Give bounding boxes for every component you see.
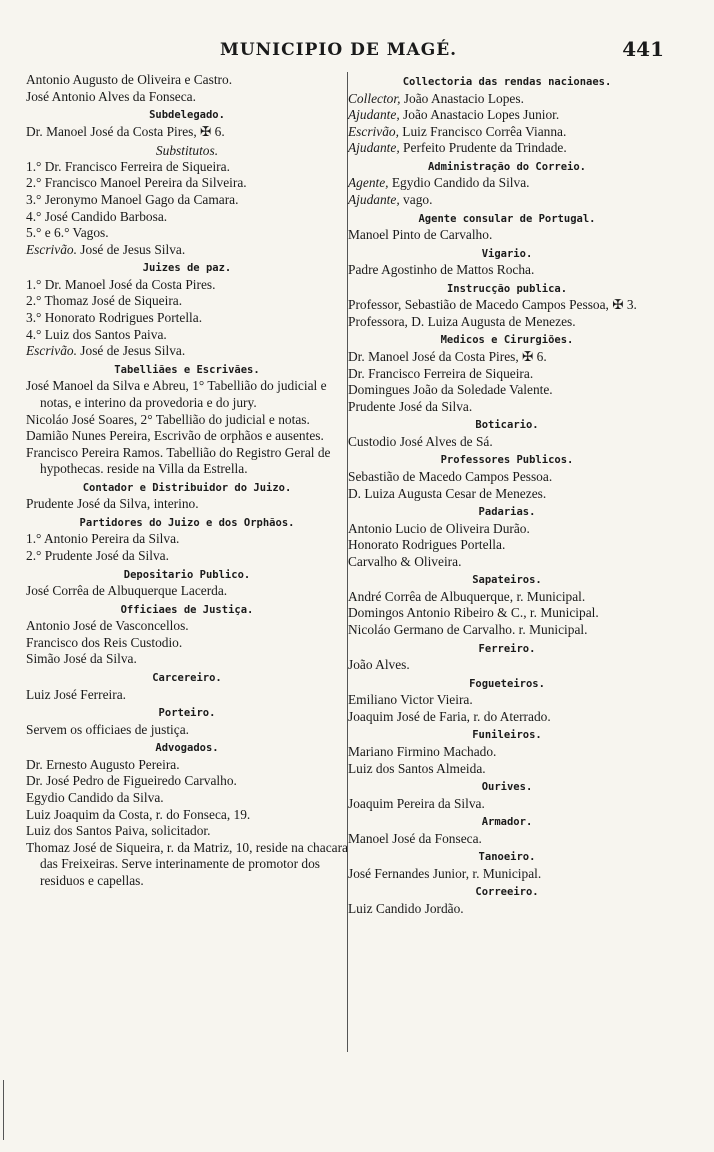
section-heading: Subdelegado. (149, 109, 225, 122)
directory-entry: Manoel Pinto de Carvalho. (348, 227, 493, 243)
directory-entry (348, 175, 666, 192)
directory-entry: Professora, D. Luiza Augusta de Menezes. (348, 313, 576, 329)
directory-entry: José Antonio Alves da Fonseca. (26, 88, 196, 104)
directory-entry: Honorato Rodrigues Portella. (348, 537, 506, 553)
role-label: Ajudante, (348, 191, 400, 207)
directory-entry: 1.° Dr. Manoel José da Costa Pires. (26, 276, 216, 292)
directory-entry: Egydio Candido da Silva. (26, 789, 164, 805)
section-heading: Ourives. (481, 781, 533, 794)
directory-entry (348, 107, 666, 124)
directory-entry (348, 140, 666, 157)
directory-entry: José Corrêa de Albuquerque Lacerda. (26, 583, 228, 599)
directory-entry: 4.° José Candido Barbosa. (26, 208, 168, 224)
role-label: Ajudante, (348, 107, 400, 123)
directory-entry: André Corrêa de Albuquerque, r. Municipal. (348, 588, 586, 604)
role-label: Escrivão. (26, 241, 77, 257)
page-number: 441 (622, 37, 664, 61)
role-label: Ajudante, (348, 140, 400, 156)
directory-entry: Prudente José da Silva, interino. (26, 496, 199, 512)
margin-line (3, 1080, 4, 1140)
directory-entry: João Alves. (348, 657, 410, 673)
directory-entry: Francisco dos Reis Custodio. (26, 634, 183, 650)
directory-entry: Sebastião de Macedo Campos Pessoa. (348, 468, 553, 484)
directory-entry: Domingues João da Soledade Valente. (348, 382, 553, 398)
section-heading: Tanoeiro. (478, 851, 536, 864)
entry-name: vago. (399, 191, 433, 207)
entry-name: João Anastacio Lopes Junior. (399, 107, 560, 123)
section-heading: Contador e Distribuidor do Juizo. (82, 481, 292, 494)
directory-entry: Prudente José da Silva. (348, 398, 473, 414)
directory-entry: Damião Nunes Pereira, Escrivão de orphãos e ausentes. (26, 428, 324, 444)
section-heading: Carcereiro. (152, 672, 222, 685)
section-heading: Agente consular de Portugal. (418, 212, 596, 225)
page-header (0, 37, 714, 66)
left-column (26, 72, 348, 889)
section-heading: Armador. (481, 816, 533, 829)
section-heading: Depositario Publico. (123, 568, 251, 581)
section-heading: Sapateiros. (472, 574, 542, 587)
section-heading: Professores Publicos. (440, 454, 574, 467)
section-heading: Instrucção publica. (446, 282, 568, 295)
directory-entry: Luiz José Ferreira. (26, 686, 127, 702)
directory-entry: Simão José da Silva. (26, 651, 137, 667)
directory-entry: Carvalho & Oliveira. (348, 553, 462, 569)
directory-entry: 4.° Luiz dos Santos Paiva. (26, 326, 167, 342)
directory-entry: Joaquim Pereira da Silva. (348, 795, 485, 811)
directory-entry: Francisco Pereira Ramos. Tabellião do Registro Geral de hypothecas. reside na Villa da Estrella. (26, 444, 331, 477)
directory-entry: Luiz dos Santos Almeida. (348, 760, 486, 776)
directory-entry: Custodio José Alves de Sá. (348, 433, 493, 449)
directory-entry: Dr. José Pedro de Figueiredo Carvalho. (26, 773, 237, 789)
directory-entry: Antonio Lucio de Oliveira Durão. (348, 520, 530, 536)
directory-entry (26, 242, 348, 259)
entry-name: José de Jesus Silva. (76, 343, 186, 359)
directory-entry: Dr. Manoel José da Costa Pires, ✠ 6. (26, 123, 225, 139)
directory-entry: Nicoláo José Soares, 2° Tabellião do judicial e notas. (26, 411, 310, 427)
section-heading: Padarias. (478, 506, 536, 519)
section-heading: Substitutos. (155, 143, 219, 159)
section-heading: Porteiro. (158, 707, 216, 720)
directory-entry: Professor, Sebastião de Macedo Campos Pessoa, ✠ 3. (348, 297, 637, 313)
directory-entry: Nicoláo Germano de Carvalho. r. Municipal. (348, 622, 588, 638)
directory-entry: Domingos Antonio Ribeiro & C., r. Municipal. (348, 605, 599, 621)
directory-entry: 2.° Prudente José da Silva. (26, 548, 169, 564)
section-heading: Juizes de paz. (142, 262, 232, 275)
entry-name: João Anastacio Lopes. (400, 90, 524, 106)
section-heading: Correeiro. (475, 886, 539, 899)
directory-entry: 3.° Honorato Rodrigues Portella. (26, 310, 203, 326)
directory-entry: 5.° e 6.° Vagos. (26, 225, 109, 241)
directory-entry: 1.° Antonio Pereira da Silva. (26, 531, 180, 547)
directory-entry: Luiz dos Santos Paiva, solicitador. (26, 823, 211, 839)
entry-name: José de Jesus Silva. (76, 241, 186, 257)
right-column (348, 72, 666, 918)
directory-entry: 2.° Francisco Manoel Pereira da Silveira. (26, 175, 247, 191)
role-label: Collector, (348, 90, 401, 106)
role-label: Escrivão. (26, 343, 77, 359)
entry-name: Perfeito Prudente da Trindade. (399, 140, 567, 156)
section-heading: Fogueteiros. (469, 677, 545, 690)
directory-entry: Luiz Candido Jordão. (348, 900, 464, 916)
section-heading: Boticario. (475, 419, 539, 432)
directory-entry (26, 343, 348, 360)
entry-name: Egydio Candido da Silva. (388, 175, 530, 191)
section-heading: Vigario. (481, 247, 533, 260)
directory-entry: D. Luiza Augusta Cesar de Menezes. (348, 485, 547, 501)
directory-entry: 2.° Thomaz José de Siqueira. (26, 293, 183, 309)
section-heading: Collectoria das rendas nacionaes. (402, 76, 612, 88)
directory-entry: José Manoel da Silva e Abreu, 1° Tabellião do judicial e notas, e interino da provedoria e do jury. (26, 378, 327, 410)
directory-entry: Joaquim José de Faria, r. do Aterrado. (348, 708, 551, 724)
directory-entry: Antonio Augusto de Oliveira e Castro. (26, 72, 233, 87)
section-heading: Advogados. (155, 742, 219, 755)
role-label: Agente, (348, 175, 389, 191)
directory-entry: Servem os officiaes de justiça. (26, 721, 189, 737)
directory-entry: Dr. Francisco Ferreira de Siqueira. (348, 365, 534, 381)
entry-name: Luiz Francisco Corrêa Vianna. (398, 123, 567, 139)
directory-entry: 3.° Jeronymo Manoel Gago da Camara. (26, 191, 239, 207)
section-heading: Funileiros. (472, 729, 542, 742)
directory-entry: Mariano Firmino Machado. (348, 743, 497, 759)
directory-entry: Manoel José da Fonseca. (348, 830, 482, 846)
directory-entry (348, 124, 666, 141)
directory-entry: 1.° Dr. Francisco Ferreira de Siqueira. (26, 158, 230, 174)
section-heading: Tabelliães e Escrivães. (114, 363, 260, 376)
section-heading: Ferreiro. (478, 642, 536, 655)
directory-entry: Dr. Ernesto Augusto Pereira. (26, 756, 180, 772)
directory-entry: Antonio José de Vasconcellos. (26, 618, 189, 634)
section-heading: Partidores do Juizo e dos Orphãos. (79, 516, 295, 529)
section-heading: Administração do Correio. (427, 160, 587, 173)
directory-entry: Thomaz José de Siqueira, r. da Matriz, 10, reside na chacara das Freixeiras. Serve interinamente de promotor dos residuos e capellas. (26, 839, 348, 888)
page-title: MUNICIPIO DE MAGÉ. (220, 40, 458, 60)
directory-entry: Dr. Manoel José da Costa Pires, ✠ 6. (348, 348, 547, 364)
directory-entry: José Fernandes Junior, r. Municipal. (348, 865, 542, 881)
directory-entry: Emiliano Victor Vieira. (348, 692, 473, 708)
directory-entry (348, 91, 666, 108)
directory-entry (348, 192, 666, 209)
section-heading: Officiaes de Justiça. (120, 603, 254, 616)
directory-entry: Luiz Joaquim da Costa, r. do Fonseca, 19. (26, 806, 251, 822)
role-label: Escrivão, (348, 123, 399, 139)
directory-entry: Padre Agostinho de Mattos Rocha. (348, 262, 535, 278)
section-heading: Medicos e Cirurgiões. (440, 334, 574, 347)
